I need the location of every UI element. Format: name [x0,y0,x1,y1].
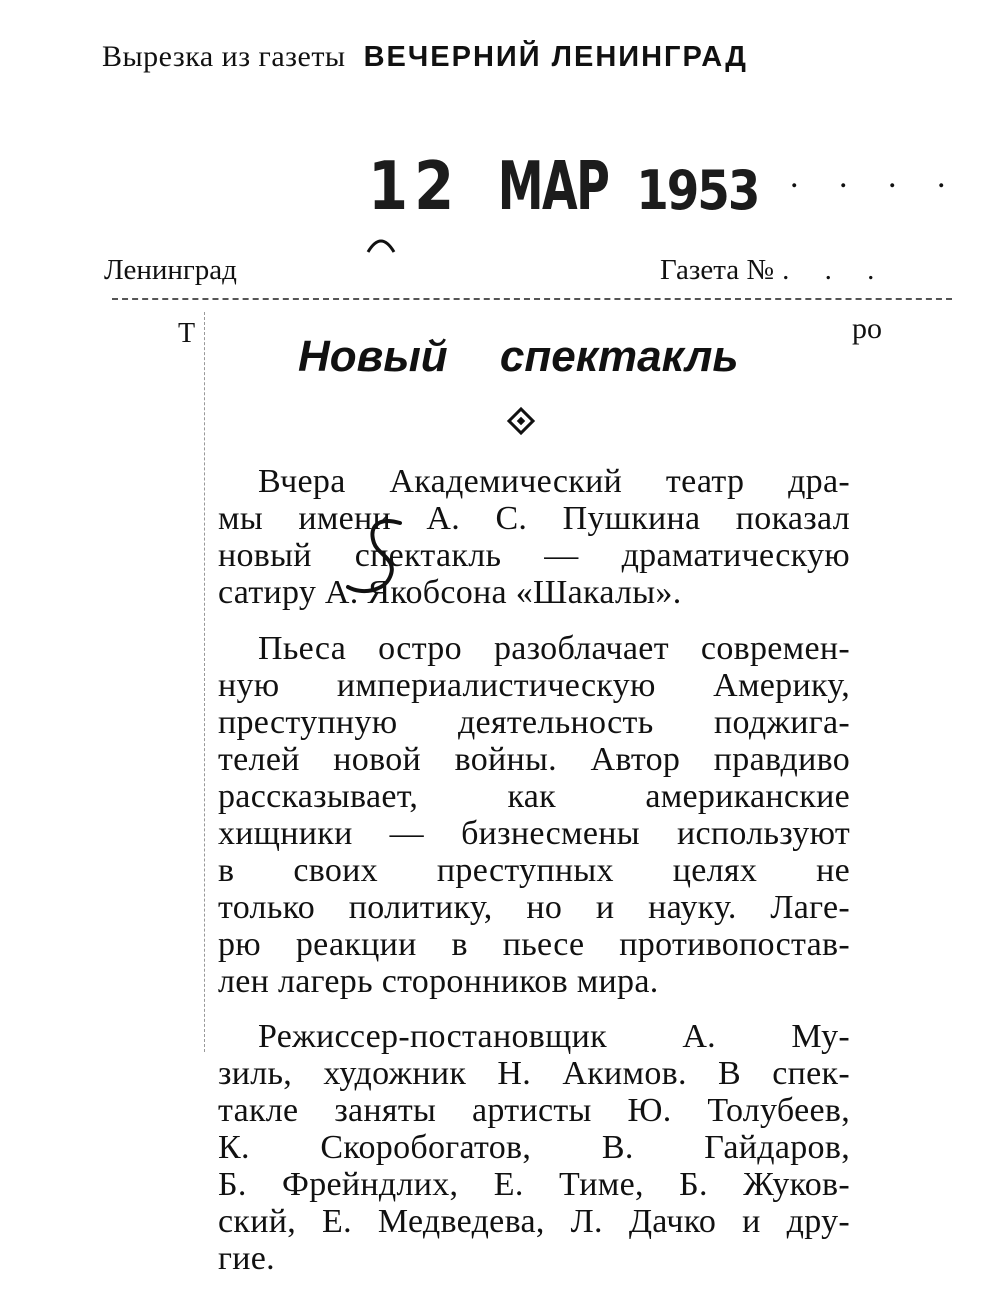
text-line: в своих преступных целях не [218,852,850,889]
clipping-label: Вырезка из газеты [102,40,346,73]
city-label: Ленинград [104,254,237,286]
article-paragraph-2 [218,630,850,1000]
header-rule [112,298,952,300]
fragment-left: Т [178,318,196,349]
header-dots: . . . . [790,158,962,195]
caret-mark [366,232,396,254]
text-line: такле заняты артисты Ю. Толубеев, [218,1092,850,1129]
newspaper-name: ВЕЧЕРНИЙ ЛЕНИНГРАД [363,41,748,73]
text-line: хищники — бизнесмены используют [218,815,850,852]
text-line: рю реакции в пьесе противопостав- [218,926,850,963]
stamp-day: 12 [368,148,461,226]
text-line: Режиссер-постановщик А. Му- [258,1018,850,1055]
handwritten-mark [340,515,420,605]
gazeta-dots: . . . [782,254,889,286]
article-paragraph-3 [218,1018,850,1277]
clipping-header [102,40,748,74]
text-line: ную империалистическую Америку, [218,667,850,704]
fragment-right: ро [852,312,882,345]
text-line: К. Скоробогатов, В. Гайдаров, [218,1129,850,1166]
text-line: гие. [218,1240,275,1277]
gazeta-label: Газета № [660,254,775,286]
text-line: Б. Фрейндлих, Е. Тиме, Б. Жуков- [218,1166,850,1203]
clipping-edge [204,312,205,1052]
text-line: преступную деятельность поджига- [218,704,850,741]
text-line: зиль, художник Н. Акимов. В спек- [218,1055,850,1092]
text-line: новый спектакль — драматическую [218,537,850,574]
diamond-ornament-icon [507,407,535,435]
text-line: Вчера Академический театр дра- [258,463,850,500]
article-title: Новый спектакль [298,332,739,381]
article-paragraph-1 [218,463,850,611]
stamp-year: 1953 [636,159,759,223]
date-stamp [368,148,758,226]
text-line: сатиру А. Якобсона «Шакалы». [218,574,682,611]
text-line: только политику, но и науку. Лаге- [218,889,850,926]
text-line: ский, Е. Медведева, Л. Дачко и дру- [218,1203,850,1240]
text-line: Пьеса остро разоблачает современ- [258,630,850,667]
text-line: телей новой войны. Автор правдиво [218,741,850,778]
text-line: мы имени А. С. Пушкина показал [218,500,850,537]
text-line: рассказывает, как американские [218,778,850,815]
stamp-month: МАР [497,148,609,226]
gazeta-number [660,254,888,287]
text-line: лен лагерь сторонников мира. [218,963,659,1000]
